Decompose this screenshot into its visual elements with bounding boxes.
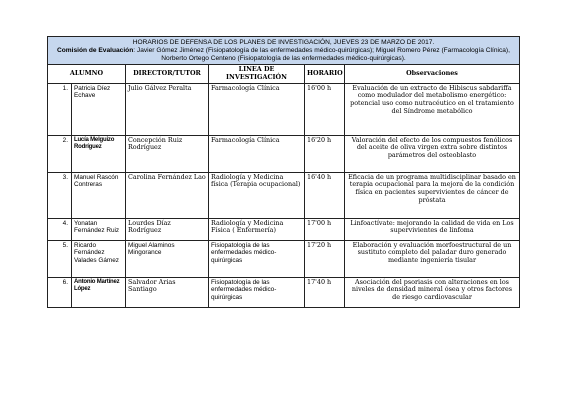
time-slot: 17'20 h — [305, 240, 345, 277]
schedule-banner — [48, 37, 520, 65]
research-line: Fisiopatología de las enfermedades médico-quirúrgicas — [209, 240, 305, 277]
research-line: Farmacología Clínica — [209, 83, 305, 135]
director-name: Lourdes Díaz Rodríguez — [126, 218, 209, 240]
observations: Evaluación de un extracto de Hibiscus sabdariffa como modulador del metabolismo energético: potencial uso como nutracéutico en el tratamiento del Síndrome metabólico — [345, 83, 520, 135]
director-name: Salvador Arias Santiago — [126, 277, 209, 307]
schedule-title: HORARIOS DE DEFENSA DE LOS PLANES DE INVESTIGACIÓN, JUEVES 23 DE MARZO DE 2017. — [132, 39, 435, 46]
col-header-observaciones: Observaciones — [345, 65, 520, 83]
student-name: Patricia Díez Echave — [72, 83, 126, 135]
committee-members: : Javier Gómez Jiménez (Fisiopatología de las enfermedades médico-quirúrgicas); Miguel Romero Pérez (Farmacología Clínica), Norberto Ortego Centeno (Fisiopatología de las enfermedades médico-quirúrgicas). — [133, 46, 510, 62]
table-row — [48, 172, 520, 218]
research-line: Farmacología Clínica — [209, 135, 305, 172]
row-number: 1. — [48, 83, 72, 135]
row-number: 5. — [48, 240, 72, 277]
table-row — [48, 218, 520, 240]
row-number: 6. — [48, 277, 72, 307]
table-row — [48, 83, 520, 135]
student-name: Manuel Rascón Contreras — [72, 172, 126, 218]
research-line: Fisiopatología de las enfermedades médico-quirúrgicas — [209, 277, 305, 307]
director-name: Concepción Ruiz Rodríguez — [126, 135, 209, 172]
table-row — [48, 135, 520, 172]
col-header-alumno: ALUMNO — [48, 65, 126, 83]
table-row — [48, 277, 520, 307]
row-number: 2. — [48, 135, 72, 172]
time-slot: 17'40 h — [305, 277, 345, 307]
col-header-director: DIRECTOR/TUTOR — [126, 65, 209, 83]
observations: Eficacia de un programa multidisciplinar basado en terapia ocupacional para la mejora de la condición física en pacientes supervivientes de cáncer de próstata — [345, 172, 520, 218]
defense-schedule-table — [47, 36, 520, 308]
observations: Valoración del efecto de los compuestos fenólicos del aceite de oliva virgen extra sobre distintos parámetros del osteoblasto — [345, 135, 520, 172]
time-slot: 16'00 h — [305, 83, 345, 135]
student-name: Yonatan Fernández Ruiz — [72, 218, 126, 240]
time-slot: 16'20 h — [305, 135, 345, 172]
committee-line — [50, 47, 517, 63]
student-name: Ricardo Fernández Valades Gámez — [72, 240, 126, 277]
row-number: 4. — [48, 218, 72, 240]
director-name: Julio Gálvez Peralta — [126, 83, 209, 135]
time-slot: 17'00 h — [305, 218, 345, 240]
student-name: Antonio Martínez López — [72, 277, 126, 307]
student-name: Lucía Melguizo Rodríguez — [72, 135, 126, 172]
observations: Asociación del psoriasis con alteraciones en los niveles de densidad mineral ósea y otros factores de riesgo cardiovascular — [345, 277, 520, 307]
director-name: Miguel Alaminos Mingorance — [126, 240, 209, 277]
col-header-linea: LINEA DE INVESTIGACIÓN — [209, 65, 305, 83]
research-line: Radiología y Medicina Física ( Enfermería) — [209, 218, 305, 240]
row-number: 3. — [48, 172, 72, 218]
research-line: Radiología y Medicina física (Terapia ocupacional) — [209, 172, 305, 218]
col-header-horario: HORARIO — [305, 65, 345, 83]
table-row — [48, 240, 520, 277]
observations: Elaboración y evaluación morfoestructural de un sustituto completo del paladar duro generado mediante ingeniería tisular — [345, 240, 520, 277]
committee-label: Comisión de Evaluación — [57, 46, 134, 54]
observations: Linfoactívate: mejorando la calidad de vida en Los supervivientes de linfoma — [345, 218, 520, 240]
director-name: Carolina Fernández Lao — [126, 172, 209, 218]
time-slot: 16'40 h — [305, 172, 345, 218]
header-row — [48, 65, 520, 83]
